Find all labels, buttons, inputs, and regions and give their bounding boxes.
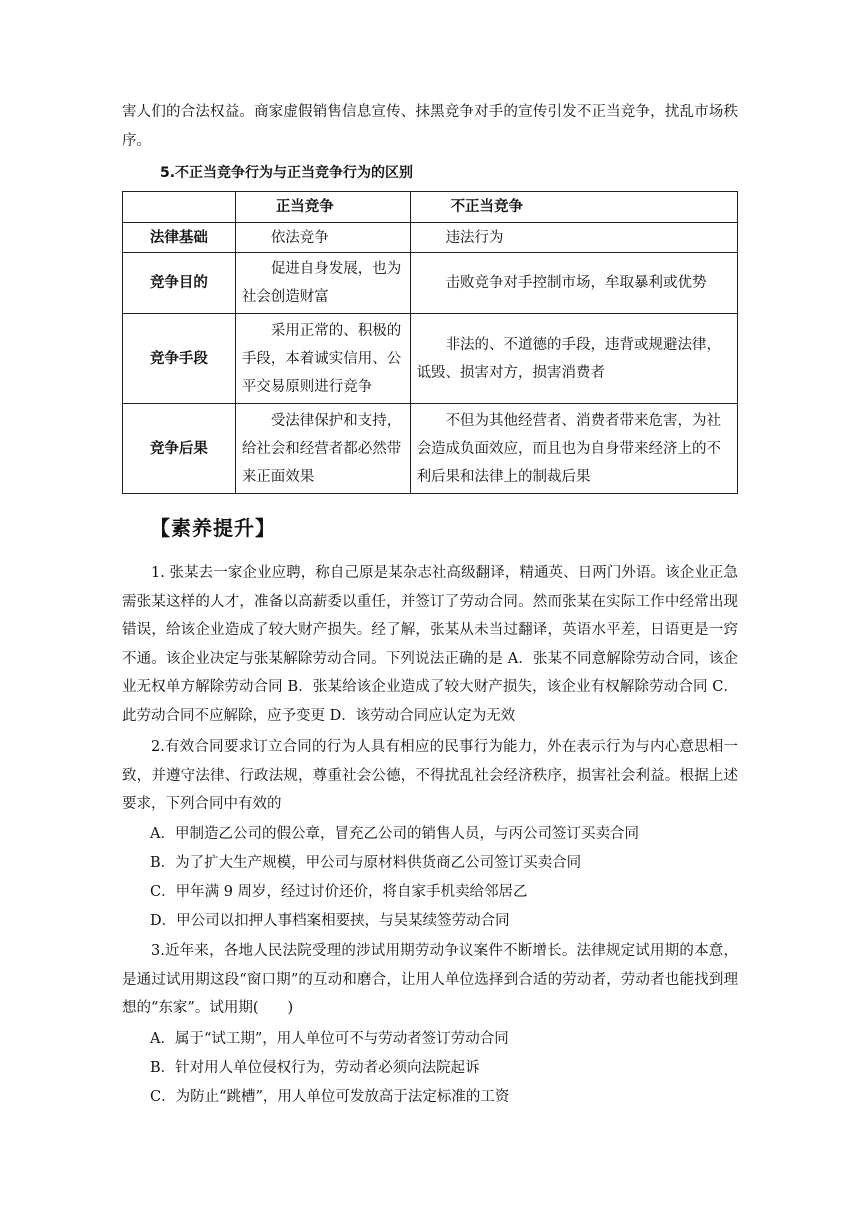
cell-fair: 依法竞争 <box>235 223 410 253</box>
cell-fair: 促进自身发展，也为社会创造财富 <box>235 253 410 314</box>
col-header-unfair: 不正当竞争 <box>410 192 737 223</box>
comparison-table <box>122 191 738 494</box>
question-3-option-c: C．为防止“跳槽”，用人单位可发放高于法定标准的工资 <box>150 1089 510 1105</box>
cell-fair: 受法律保护和支持，给社会和经营者都必然带来正面效果 <box>235 404 410 494</box>
row-label: 法律基础 <box>123 223 236 253</box>
table-header-row <box>123 192 738 223</box>
cell-unfair: 不但为其他经营者、消费者带来危害，为社会造成负面效应，而且也为自身带来经济上的不利后果和法律上的制裁后果 <box>410 404 737 494</box>
question-2-option-d: D．甲公司以扣押人事档案相要挟，与吴某续签劳动合同 <box>150 913 510 929</box>
question-2-option-c: C．甲年满 9 周岁，经过讨价还价，将自家手机卖给邻居乙 <box>150 884 528 900</box>
question-2-option-a: A．甲制造乙公司的假公章，冒充乙公司的销售人员，与丙公司签订买卖合同 <box>150 826 639 842</box>
row-label: 竞争后果 <box>123 404 236 494</box>
question-3: 3.近年来，各地人民法院受理的涉试用期劳动争议案件不断增长。法律规定试用期的本意，是通过试用期这段“窗口期”的互动和磨合，让用人单位选择到合适的劳动者，劳动者也能找到理想的“东家”。试用期( ) <box>122 943 738 1016</box>
row-label: 竞争手段 <box>123 314 236 404</box>
table-row <box>123 404 738 494</box>
section-5-title: 5.不正当竞争行为与正当竞争行为的区别 <box>160 165 414 181</box>
table-row <box>123 314 738 404</box>
cell-unfair: 非法的、不道德的手段，违背或规避法律，诋毁、损害对方，损害消费者 <box>410 314 737 404</box>
question-3-option-b: B．针对用人单位侵权行为，劳动者必须向法院起诉 <box>150 1060 480 1076</box>
question-2: 2.有效合同要求订立合同的行为人具有相应的民事行为能力，外在表示行为与内心意思相一致，并遵守法律、行政法规，尊重社会公德，不得扰乱社会经济秩序，损害社会利益。根据上述要求，下列合同中有效的 <box>122 739 738 812</box>
cell-unfair: 击败竞争对手控制市场，牟取暴利或优势 <box>410 253 737 314</box>
intro-paragraph: 害人们的合法权益。商家虚假销售信息宣传、抹黑竞争对手的宣传引发不正当竞争，扰乱市场秩序。 <box>122 104 738 149</box>
question-2-option-b: B．为了扩大生产规模，甲公司与原材料供货商乙公司签订买卖合同 <box>150 855 582 871</box>
question-3-option-a: A．属于“试工期”，用人单位可不与劳动者签订劳动合同 <box>150 1031 509 1047</box>
cell-fair: 采用正常的、积极的手段，本着诚实信用、公平交易原则进行竞争 <box>235 314 410 404</box>
section-heading: 【素养提升】 <box>150 516 276 540</box>
table-row <box>123 223 738 253</box>
table-row <box>123 253 738 314</box>
row-label: 竞争目的 <box>123 253 236 314</box>
col-header-fair: 正当竞争 <box>235 192 410 223</box>
question-1: 1. 张某去一家企业应聘，称自己原是某杂志社高级翻译，精通英、日两门外语。该企业正急需张某这样的人才，准备以高薪委以重任，并签订了劳动合同。然而张某在实际工作中经常出现错误，给该企业造成了较大财产损失。经了解，张某从未当过翻译，英语水平差，日语更是一窍不通。该企业决定与张某解除劳动合同。下列说法正确的是 A．张某不同意解除劳动合同，该企业无权单方解除劳动合同 B．张某给该企业造成了较大财产损失，该企业有权解除劳动合同 C．此劳动合同不应解除，应予变更 D．该劳动合同应认定为无效 <box>122 565 738 724</box>
cell-unfair: 违法行为 <box>410 223 737 253</box>
table-corner-cell <box>123 192 236 223</box>
